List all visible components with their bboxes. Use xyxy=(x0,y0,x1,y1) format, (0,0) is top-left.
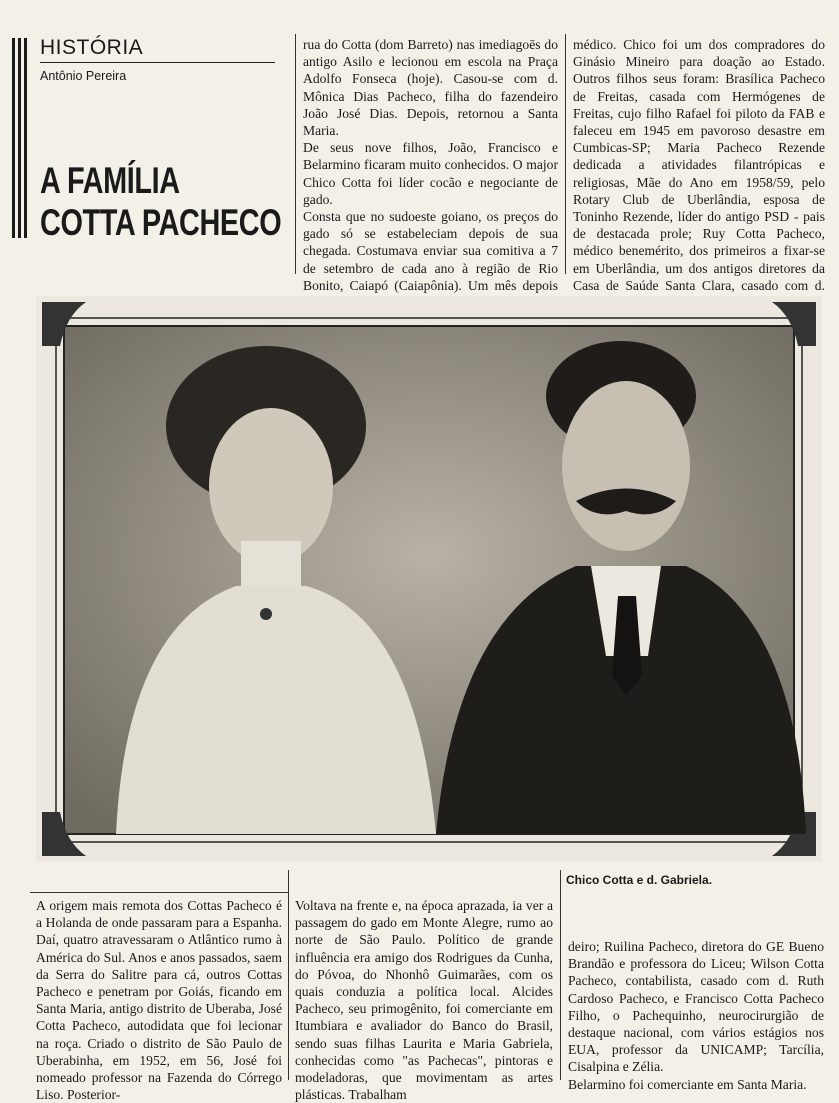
bottom-column-2 xyxy=(295,897,553,1103)
headline xyxy=(40,160,281,244)
top-column-2 xyxy=(303,36,558,311)
paragraph: médico. Chico foi um dos compradores do Ginásio Mineiro para doação ao Estado. Outros filhos seus foram: Brasílica Pacheco de Freitas, casada com Hermógenes de Freitas, cujo filho Rafael foi piloto da FAB e faleceu em 1945 em pavoroso desastre em Cumbicas-SP; Maria Pacheco Rezende dedicada a atividades filantrópicas e religiosas, Mãe do Ano em 1958/59, pelo Rotary Club de Uberlândia, esposa de Toninho Rezende, líder do antigo PSD - pais de destacada prole; Ruy Cotta Pacheco, médico benemérito, dos primeiros a fixar-se em Uberlândia, um dos antigos diretores da Casa de Saúde Santa Clara, casado com d. xyxy=(573,37,825,293)
section-label: HISTÓRIA xyxy=(40,36,275,63)
paragraph: deiro; Ruilina Pacheco, diretora do GE Bueno Brandão e professora do Liceu; Wilson Cotta Pacheco, contabilista, casado com d. Ruth Cardoso Pacheco, e Francisco Cotta Pacheco Filho, o Pachequinho, neurocirurgião de destaque nacional, com vários estágios nos EUA, professor da UNICAMP; Tarcília, Cisalpina e Zélia. xyxy=(568,939,824,1075)
paragraph: rua do Cotta (dom Barreto) nas imediagoēs do antigo Asilo e lecionou em escola na Praça Adolfo Fonseca (hoje). Casou-se com d. Mônica Dias Pacheco, filha do fazendeiro João José Dias. Depois, retornou a Santa Maria. xyxy=(303,37,558,139)
portrait-illustration xyxy=(36,296,822,862)
column-rule xyxy=(565,34,566,274)
paragraph: Consta que no sudoeste goiano, os preços do gado só se estabeleciam depois de sua chegada. Costumava enviar sua comitiva a 7 de setembro de cada ano à região de Rio Bonito, Caiapó (Caiapônia). Um mês depois xyxy=(303,209,558,293)
headline-line-1: A FAMÍLIA xyxy=(40,160,180,201)
top-column-3 xyxy=(573,36,825,311)
bottom-column-3 xyxy=(568,938,824,1093)
article-header xyxy=(40,36,290,83)
bottom-column-1 xyxy=(36,897,282,1103)
author-byline: Antônio Pereira xyxy=(40,69,127,83)
column-rule xyxy=(295,34,296,274)
paragraph: De seus nove filhos, João, Francisco e Belarmino ficaram muito conhecidos. O major Chico Cotta foi líder cocão e negociante de gado. xyxy=(303,140,558,207)
paragraph: Belarmino foi comerciante em Santa Maria. xyxy=(568,1076,807,1092)
decorative-bar xyxy=(24,38,27,238)
family-portrait-photo xyxy=(36,296,822,862)
decorative-bar xyxy=(18,38,21,238)
decorative-bar xyxy=(12,38,15,238)
paragraph: Voltava na frente e, na época aprazada, ia ver a passagem do gado em Monte Alegre, rumo ao norte de São Paulo. Político de grande influência era amigo dos Rodrigues da Cunha, do Póvoa, do Nhonhô Guimarães, com os quais conduzia a política local. Alcides Pacheco, seu primogênito, foi comerciante em Itumbiara e avaliador do Banco do Brasil, sendo suas filhas Laurita e Maria Gabriela, conhecidas como "as Pachecas", pintoras e modeladoras, que movimentam as artes plásticas. Trabalham xyxy=(295,898,553,1103)
column-rule xyxy=(560,870,561,1080)
photo-caption: Chico Cotta e d. Gabriela. xyxy=(566,873,713,887)
column-rule xyxy=(288,870,289,1080)
section-rule xyxy=(30,892,288,893)
paragraph: A origem mais remota dos Cottas Pacheco é a Holanda de onde passaram para a Espanha. Daí, quatro atravessaram o Atlântico rumo à América do Sul. Anos e anos passados, saem da Serra do Salitre para cá, outros Cottas Pacheco e penetram por Goiás, ficando em Santa Maria, antigo distrito de Uberaba, José Cotta Pacheco, autodidata que foi lecionar na roça. Criado o distrito de São Paulo de Uberabinha, em 1952, em 56, José foi nomeado professor na Fazenda do Córrego Liso. Posterior- xyxy=(36,898,282,1103)
headline-line-2: COTTA PACHECO xyxy=(40,202,282,243)
